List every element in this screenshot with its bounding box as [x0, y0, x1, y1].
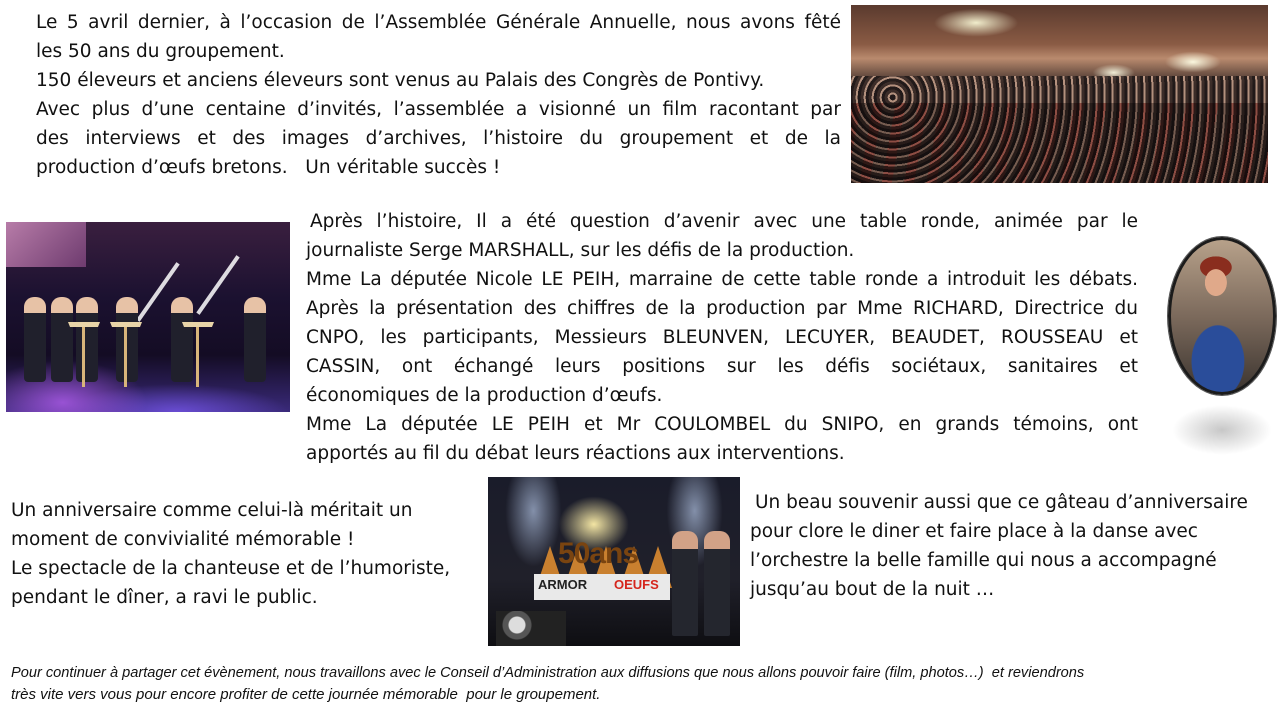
light-beam: [196, 255, 239, 315]
intro-line: Le 5 avril dernier, à l’occasion de l’Assemblée Générale Annuelle, nous avons fêté: [36, 12, 841, 33]
cake-brand-left: ARMOR: [538, 577, 588, 592]
roundtable-paragraph: [306, 207, 1138, 468]
portrait-shadow: [1172, 405, 1272, 455]
person-standing: [704, 531, 730, 636]
roundtable-line: Après l’histoire, Il a été question d’avenir avec une table ronde, animée par le: [310, 211, 1138, 232]
show-line: moment de convivialité mémorable !: [11, 529, 355, 550]
cake-line: l’orchestre la belle famille qui nous a accompagné: [750, 550, 1217, 571]
roundtable-line: apportés au fil du débat leurs réactions aux interventions.: [306, 443, 845, 464]
footer-line: Pour continuer à partager cet évènement, nous travaillons avec le Conseil d’Administration aux diffusions que nous allons pouvoir faire (film, photos…) et reviendrons: [11, 665, 1085, 681]
roundtable-line: CASSIN, ont échangé leurs positions sur les défis sociétaux, sanitaires et: [306, 356, 1138, 377]
footer-line: très vite vers vous pour encore profiter de cette journée mémorable pour le groupement.: [11, 686, 601, 703]
intro-line: les 50 ans du groupement.: [36, 41, 285, 62]
intro-line: production d’œufs bretons. Un véritable succès !: [36, 157, 501, 178]
high-table: [110, 322, 142, 387]
intro-line: 150 éleveurs et anciens éleveurs sont venus au Palais des Congrès de Pontivy.: [36, 70, 765, 91]
auditorium-photo: [851, 5, 1268, 183]
stage-screen: [6, 222, 86, 267]
red-seats: [851, 103, 1268, 183]
intro-line: Avec plus d’une centaine d’invités, l’assemblée a visionné un film racontant par: [36, 99, 841, 120]
stage-equipment: [496, 611, 566, 646]
cake-line: jusqu’au bout de la nuit …: [750, 579, 995, 600]
roundtable-line: Mme La députée Nicole LE PEIH, marraine de cette table ronde a introduit les débats.: [306, 269, 1138, 290]
show-line: Un anniversaire comme celui-là méritait un: [11, 500, 413, 521]
round-table-stage-photo: [6, 222, 290, 412]
roundtable-line: Mme La députée LE PEIH et Mr COULOMBEL du SNIPO, en grands témoins, ont: [306, 414, 1138, 435]
anniversary-cake-photo: [488, 477, 740, 646]
show-paragraph: [11, 496, 481, 612]
cake-line: Un beau souvenir aussi que ce gâteau d’anniversaire: [755, 492, 1248, 513]
intro-line: des interviews et des images d’archives, l’histoire du groupement et de la: [36, 128, 841, 149]
cake-paragraph: [750, 488, 1275, 604]
person-standing: [672, 531, 698, 636]
show-line: pendant le dîner, a ravi le public.: [11, 587, 318, 608]
roundtable-line: économiques de la production d’œufs.: [306, 385, 663, 406]
intro-paragraph: [36, 8, 841, 182]
cake-line: pour clore le diner et faire place à la danse avec: [750, 521, 1198, 542]
roundtable-line: Après la présentation des chiffres de la production par Mme RICHARD, Directrice du: [306, 298, 1138, 319]
cake-banner: [534, 574, 670, 600]
roundtable-line: journaliste Serge MARSHALL, sur les défis de la production.: [306, 240, 855, 261]
panelist: [244, 297, 266, 382]
speaker-portrait-photo: [1168, 237, 1276, 395]
roundtable-line: CNPO, les participants, Messieurs BLEUNVEN, LECUYER, BEAUDET, ROUSSEAU et: [306, 327, 1138, 348]
cake-brand-right: OEUFS: [614, 577, 659, 592]
cake-number: 50ans: [558, 537, 639, 570]
high-table: [68, 322, 100, 387]
show-line: Le spectacle de la chanteuse et de l’humoriste,: [11, 558, 451, 579]
panelist: [24, 297, 46, 382]
high-table: [182, 322, 214, 387]
footer-note: [11, 662, 1271, 706]
